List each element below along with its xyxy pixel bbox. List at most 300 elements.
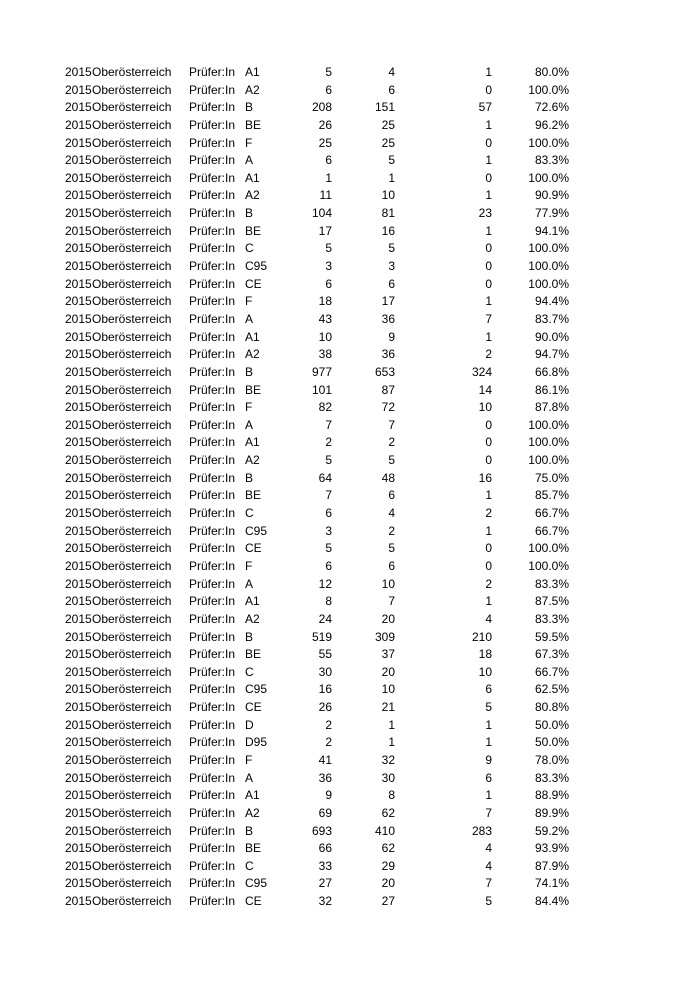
examiner-cell: Prüfer:In — [189, 417, 236, 432]
examiner-cell: Prüfer:In — [189, 135, 236, 150]
pass-rate-cell: 100.0% — [528, 276, 569, 291]
failed-cell: 5 — [485, 700, 492, 715]
license-class-cell: A1 — [245, 329, 260, 344]
failed-cell: 1 — [485, 488, 492, 503]
failed-cell: 5 — [485, 894, 492, 909]
total-cell: 5 — [325, 65, 332, 79]
failed-cell: 16 — [478, 470, 492, 485]
examiner-cell: Prüfer:In — [189, 311, 236, 326]
examiner-cell: Prüfer:In — [189, 170, 236, 185]
license-class-cell: A2 — [245, 188, 260, 203]
region-cell: Oberösterreich — [92, 894, 172, 909]
total-cell: 66 — [318, 841, 332, 856]
year-cell: 2015 — [65, 488, 92, 503]
passed-cell: 1 — [388, 170, 395, 185]
examiner-cell: Prüfer:In — [189, 717, 236, 732]
total-cell: 2 — [325, 717, 332, 732]
passed-cell: 7 — [388, 594, 395, 609]
pass-rate-cell: 78.0% — [534, 752, 569, 767]
passed-cell: 6 — [388, 276, 395, 291]
total-cell: 5 — [325, 541, 332, 556]
table-row — [0, 858, 700, 876]
pass-rate-cell: 87.8% — [534, 400, 569, 415]
license-class-cell: A2 — [245, 347, 260, 362]
total-cell: 82 — [318, 400, 332, 415]
region-cell: Oberösterreich — [92, 259, 172, 274]
license-class-cell: B — [245, 100, 254, 115]
region-cell: Oberösterreich — [92, 100, 172, 115]
failed-cell: 1 — [485, 788, 492, 803]
pass-rate-cell: 94.1% — [534, 223, 569, 238]
total-cell: 26 — [318, 117, 332, 132]
license-class-cell: BE — [245, 382, 262, 397]
examiner-cell: Prüfer:In — [189, 735, 236, 750]
pass-rate-cell: 90.0% — [534, 329, 569, 344]
examiner-cell: Prüfer:In — [189, 153, 236, 168]
year-cell: 2015 — [65, 241, 92, 256]
year-cell: 2015 — [65, 700, 92, 715]
passed-cell: 20 — [381, 664, 395, 679]
pass-rate-cell: 66.8% — [534, 364, 569, 379]
pass-rate-cell: 90.9% — [534, 188, 569, 203]
pass-rate-cell: 93.9% — [534, 841, 569, 856]
examiner-cell: Prüfer:In — [189, 294, 236, 309]
year-cell: 2015 — [65, 770, 92, 785]
examiner-cell: Prüfer:In — [189, 594, 236, 609]
region-cell: Oberösterreich — [92, 294, 172, 309]
table-row — [0, 664, 700, 682]
passed-cell: 8 — [388, 788, 395, 803]
table-row — [0, 840, 700, 858]
year-cell: 2015 — [65, 311, 92, 326]
table-row — [0, 205, 700, 223]
data-table — [0, 64, 700, 911]
examiner-cell: Prüfer:In — [189, 682, 236, 697]
examiner-cell: Prüfer:In — [189, 805, 236, 820]
license-class-cell: A — [245, 153, 254, 168]
year-cell: 2015 — [65, 594, 92, 609]
examiner-cell: Prüfer:In — [189, 188, 236, 203]
pass-rate-cell: 83.3% — [534, 576, 569, 591]
pass-rate-cell: 66.7% — [534, 664, 569, 679]
total-cell: 38 — [318, 347, 332, 362]
passed-cell: 9 — [388, 329, 395, 344]
table-row — [0, 576, 700, 594]
total-cell: 41 — [318, 752, 332, 767]
failed-cell: 4 — [485, 858, 492, 873]
failed-cell: 1 — [485, 523, 492, 538]
year-cell: 2015 — [65, 417, 92, 432]
license-class-cell: D95 — [245, 735, 268, 750]
total-cell: 32 — [318, 894, 332, 909]
examiner-cell: Prüfer:In — [189, 523, 236, 538]
table-row — [0, 646, 700, 664]
pass-rate-cell: 100.0% — [528, 259, 569, 274]
table-row — [0, 346, 700, 364]
table-row — [0, 223, 700, 241]
region-cell: Oberösterreich — [92, 594, 172, 609]
passed-cell: 10 — [381, 576, 395, 591]
year-cell: 2015 — [65, 788, 92, 803]
passed-cell: 81 — [381, 206, 395, 221]
total-cell: 693 — [311, 823, 332, 838]
total-cell: 1 — [325, 170, 332, 185]
examiner-cell: Prüfer:In — [189, 770, 236, 785]
license-class-cell: A2 — [245, 611, 260, 626]
year-cell: 2015 — [65, 453, 92, 468]
year-cell: 2015 — [65, 347, 92, 362]
table-row — [0, 487, 700, 505]
failed-cell: 57 — [478, 100, 492, 115]
year-cell: 2015 — [65, 717, 92, 732]
failed-cell: 0 — [485, 435, 492, 450]
total-cell: 5 — [325, 453, 332, 468]
pass-rate-cell: 50.0% — [534, 717, 569, 732]
region-cell: Oberösterreich — [92, 576, 172, 591]
failed-cell: 23 — [478, 206, 492, 221]
pass-rate-cell: 88.9% — [534, 788, 569, 803]
license-class-cell: A — [245, 311, 254, 326]
region-cell: Oberösterreich — [92, 117, 172, 132]
examiner-cell: Prüfer:In — [189, 259, 236, 274]
region-cell: Oberösterreich — [92, 170, 172, 185]
passed-cell: 10 — [381, 188, 395, 203]
failed-cell: 4 — [485, 841, 492, 856]
license-class-cell: BE — [245, 488, 262, 503]
region-cell: Oberösterreich — [92, 82, 172, 97]
passed-cell: 6 — [388, 488, 395, 503]
pass-rate-cell: 80.8% — [534, 700, 569, 715]
passed-cell: 29 — [381, 858, 395, 873]
examiner-cell: Prüfer:In — [189, 541, 236, 556]
region-cell: Oberösterreich — [92, 276, 172, 291]
pass-rate-cell: 100.0% — [528, 435, 569, 450]
total-cell: 6 — [325, 558, 332, 573]
passed-cell: 7 — [388, 417, 395, 432]
table-row — [0, 293, 700, 311]
failed-cell: 7 — [485, 311, 492, 326]
pass-rate-cell: 84.4% — [534, 894, 569, 909]
total-cell: 25 — [318, 135, 332, 150]
failed-cell: 283 — [471, 823, 492, 838]
total-cell: 12 — [318, 576, 332, 591]
pass-rate-cell: 50.0% — [534, 735, 569, 750]
passed-cell: 10 — [381, 682, 395, 697]
total-cell: 27 — [318, 876, 332, 891]
total-cell: 104 — [311, 206, 332, 221]
passed-cell: 27 — [381, 894, 395, 909]
year-cell: 2015 — [65, 506, 92, 521]
pass-rate-cell: 83.3% — [534, 153, 569, 168]
year-cell: 2015 — [65, 735, 92, 750]
passed-cell: 16 — [381, 223, 395, 238]
failed-cell: 0 — [485, 241, 492, 256]
total-cell: 8 — [325, 594, 332, 609]
passed-cell: 62 — [381, 841, 395, 856]
license-class-cell: C95 — [245, 876, 268, 891]
year-cell: 2015 — [65, 188, 92, 203]
total-cell: 16 — [318, 682, 332, 697]
total-cell: 33 — [318, 858, 332, 873]
year-cell: 2015 — [65, 894, 92, 909]
failed-cell: 1 — [485, 594, 492, 609]
year-cell: 2015 — [65, 364, 92, 379]
examiner-cell: Prüfer:In — [189, 841, 236, 856]
license-class-cell: B — [245, 364, 254, 379]
total-cell: 6 — [325, 153, 332, 168]
table-row — [0, 240, 700, 258]
region-cell: Oberösterreich — [92, 805, 172, 820]
failed-cell: 7 — [485, 805, 492, 820]
examiner-cell: Prüfer:In — [189, 700, 236, 715]
passed-cell: 6 — [388, 82, 395, 97]
year-cell: 2015 — [65, 153, 92, 168]
passed-cell: 21 — [381, 700, 395, 715]
pass-rate-cell: 75.0% — [534, 470, 569, 485]
examiner-cell: Prüfer:In — [189, 823, 236, 838]
year-cell: 2015 — [65, 470, 92, 485]
passed-cell: 36 — [381, 347, 395, 362]
failed-cell: 1 — [485, 65, 492, 79]
total-cell: 2 — [325, 735, 332, 750]
region-cell: Oberösterreich — [92, 788, 172, 803]
table-row — [0, 382, 700, 400]
table-row — [0, 611, 700, 629]
examiner-cell: Prüfer:In — [189, 664, 236, 679]
pass-rate-cell: 86.1% — [534, 382, 569, 397]
table-row — [0, 470, 700, 488]
failed-cell: 2 — [485, 576, 492, 591]
pass-rate-cell: 74.1% — [534, 876, 569, 891]
table-row — [0, 823, 700, 841]
total-cell: 6 — [325, 506, 332, 521]
total-cell: 208 — [311, 100, 332, 115]
table-row — [0, 629, 700, 647]
examiner-cell: Prüfer:In — [189, 117, 236, 132]
examiner-cell: Prüfer:In — [189, 400, 236, 415]
year-cell: 2015 — [65, 541, 92, 556]
total-cell: 55 — [318, 647, 332, 662]
examiner-cell: Prüfer:In — [189, 329, 236, 344]
failed-cell: 1 — [485, 188, 492, 203]
license-class-cell: A1 — [245, 788, 260, 803]
examiner-cell: Prüfer:In — [189, 470, 236, 485]
examiner-cell: Prüfer:In — [189, 894, 236, 909]
region-cell: Oberösterreich — [92, 647, 172, 662]
year-cell: 2015 — [65, 823, 92, 838]
license-class-cell: F — [245, 558, 253, 573]
year-cell: 2015 — [65, 82, 92, 97]
failed-cell: 14 — [478, 382, 492, 397]
year-cell: 2015 — [65, 100, 92, 115]
region-cell: Oberösterreich — [92, 470, 172, 485]
passed-cell: 87 — [381, 382, 395, 397]
passed-cell: 36 — [381, 311, 395, 326]
table-row — [0, 893, 700, 911]
examiner-cell: Prüfer:In — [189, 752, 236, 767]
total-cell: 6 — [325, 276, 332, 291]
examiner-cell: Prüfer:In — [189, 382, 236, 397]
table-row — [0, 311, 700, 329]
table-row — [0, 558, 700, 576]
region-cell: Oberösterreich — [92, 841, 172, 856]
region-cell: Oberösterreich — [92, 523, 172, 538]
failed-cell: 0 — [485, 453, 492, 468]
region-cell: Oberösterreich — [92, 664, 172, 679]
total-cell: 30 — [318, 664, 332, 679]
region-cell: Oberösterreich — [92, 435, 172, 450]
year-cell: 2015 — [65, 523, 92, 538]
pass-rate-cell: 66.7% — [534, 506, 569, 521]
passed-cell: 20 — [381, 876, 395, 891]
license-class-cell: C95 — [245, 682, 268, 697]
license-class-cell: C — [245, 664, 254, 679]
passed-cell: 1 — [388, 717, 395, 732]
year-cell: 2015 — [65, 841, 92, 856]
table-row — [0, 787, 700, 805]
pass-rate-cell: 100.0% — [528, 170, 569, 185]
region-cell: Oberösterreich — [92, 752, 172, 767]
table-row — [0, 452, 700, 470]
region-cell: Oberösterreich — [92, 453, 172, 468]
table-row — [0, 329, 700, 347]
table-row — [0, 505, 700, 523]
failed-cell: 210 — [471, 629, 492, 644]
year-cell: 2015 — [65, 65, 92, 79]
license-class-cell: A2 — [245, 82, 260, 97]
passed-cell: 48 — [381, 470, 395, 485]
pass-rate-cell: 66.7% — [534, 523, 569, 538]
pass-rate-cell: 80.0% — [534, 65, 569, 79]
table-row — [0, 82, 700, 100]
region-cell: Oberösterreich — [92, 188, 172, 203]
examiner-cell: Prüfer:In — [189, 576, 236, 591]
examiner-cell: Prüfer:In — [189, 453, 236, 468]
examiner-cell: Prüfer:In — [189, 206, 236, 221]
license-class-cell: F — [245, 400, 253, 415]
license-class-cell: F — [245, 135, 253, 150]
table-row — [0, 875, 700, 893]
passed-cell: 309 — [374, 629, 395, 644]
table-row — [0, 770, 700, 788]
year-cell: 2015 — [65, 294, 92, 309]
license-class-cell: A1 — [245, 435, 260, 450]
passed-cell: 653 — [374, 364, 395, 379]
passed-cell: 20 — [381, 611, 395, 626]
region-cell: Oberösterreich — [92, 329, 172, 344]
table-row — [0, 364, 700, 382]
examiner-cell: Prüfer:In — [189, 558, 236, 573]
total-cell: 10 — [318, 329, 332, 344]
total-cell: 519 — [311, 629, 332, 644]
license-class-cell: BE — [245, 841, 262, 856]
region-cell: Oberösterreich — [92, 241, 172, 256]
examiner-cell: Prüfer:In — [189, 506, 236, 521]
year-cell: 2015 — [65, 611, 92, 626]
license-class-cell: C95 — [245, 259, 268, 274]
examiner-cell: Prüfer:In — [189, 488, 236, 503]
passed-cell: 32 — [381, 752, 395, 767]
pass-rate-cell: 94.4% — [534, 294, 569, 309]
license-class-cell: B — [245, 206, 254, 221]
license-class-cell: CE — [245, 894, 262, 909]
region-cell: Oberösterreich — [92, 364, 172, 379]
examiner-cell: Prüfer:In — [189, 223, 236, 238]
license-class-cell: BE — [245, 117, 262, 132]
failed-cell: 0 — [485, 276, 492, 291]
failed-cell: 1 — [485, 294, 492, 309]
license-class-cell: CE — [245, 700, 262, 715]
license-class-cell: D — [245, 717, 254, 732]
total-cell: 18 — [318, 294, 332, 309]
table-row — [0, 681, 700, 699]
year-cell: 2015 — [65, 382, 92, 397]
passed-cell: 410 — [374, 823, 395, 838]
total-cell: 7 — [325, 488, 332, 503]
passed-cell: 3 — [388, 259, 395, 274]
region-cell: Oberösterreich — [92, 65, 172, 79]
table-row — [0, 117, 700, 135]
license-class-cell: A — [245, 576, 254, 591]
region-cell: Oberösterreich — [92, 876, 172, 891]
table-row — [0, 734, 700, 752]
passed-cell: 25 — [381, 117, 395, 132]
license-class-cell: CE — [245, 541, 262, 556]
region-cell: Oberösterreich — [92, 153, 172, 168]
region-cell: Oberösterreich — [92, 206, 172, 221]
examiner-cell: Prüfer:In — [189, 347, 236, 362]
failed-cell: 0 — [485, 82, 492, 97]
license-class-cell: F — [245, 752, 253, 767]
license-class-cell: BE — [245, 647, 262, 662]
passed-cell: 62 — [381, 805, 395, 820]
year-cell: 2015 — [65, 876, 92, 891]
region-cell: Oberösterreich — [92, 858, 172, 873]
region-cell: Oberösterreich — [92, 629, 172, 644]
pass-rate-cell: 94.7% — [534, 347, 569, 362]
year-cell: 2015 — [65, 400, 92, 415]
total-cell: 64 — [318, 470, 332, 485]
license-class-cell: A1 — [245, 170, 260, 185]
failed-cell: 0 — [485, 417, 492, 432]
region-cell: Oberösterreich — [92, 223, 172, 238]
total-cell: 24 — [318, 611, 332, 626]
examiner-cell: Prüfer:In — [189, 364, 236, 379]
pass-rate-cell: 96.2% — [534, 117, 569, 132]
year-cell: 2015 — [65, 752, 92, 767]
region-cell: Oberösterreich — [92, 541, 172, 556]
year-cell: 2015 — [65, 259, 92, 274]
total-cell: 11 — [319, 188, 332, 203]
passed-cell: 1 — [388, 735, 395, 750]
passed-cell: 37 — [381, 647, 395, 662]
failed-cell: 10 — [478, 664, 492, 679]
region-cell: Oberösterreich — [92, 735, 172, 750]
table-row — [0, 258, 700, 276]
failed-cell: 324 — [471, 364, 492, 379]
passed-cell: 6 — [388, 558, 395, 573]
examiner-cell: Prüfer:In — [189, 876, 236, 891]
region-cell: Oberösterreich — [92, 506, 172, 521]
total-cell: 36 — [318, 770, 332, 785]
examiner-cell: Prüfer:In — [189, 858, 236, 873]
region-cell: Oberösterreich — [92, 382, 172, 397]
total-cell: 26 — [318, 700, 332, 715]
year-cell: 2015 — [65, 629, 92, 644]
pass-rate-cell: 77.9% — [534, 206, 569, 221]
failed-cell: 2 — [485, 347, 492, 362]
passed-cell: 5 — [388, 541, 395, 556]
